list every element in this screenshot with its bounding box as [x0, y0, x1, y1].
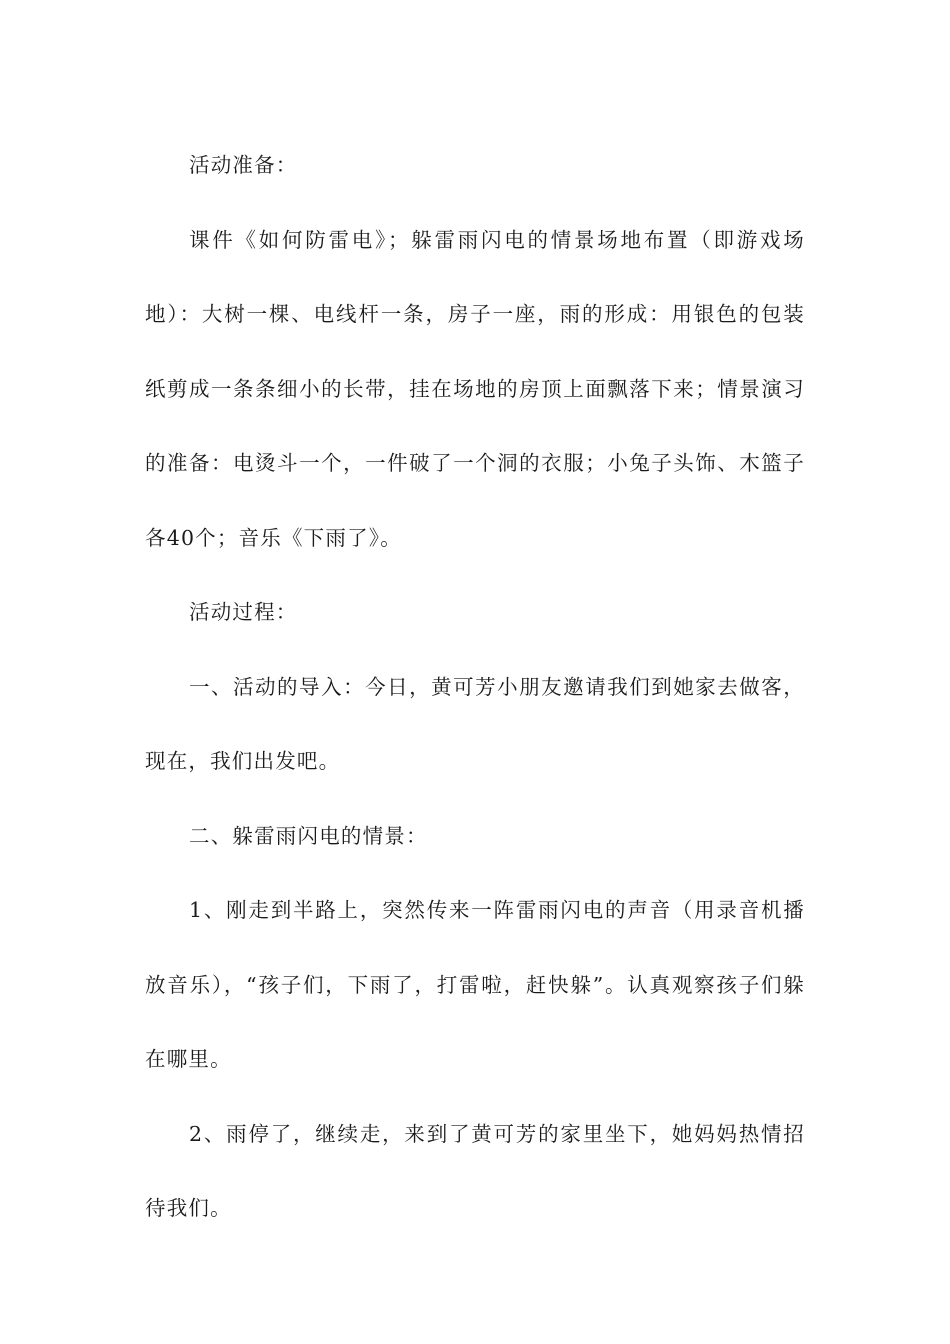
heading-activity-preparation: 活动准备：	[189, 153, 298, 177]
paragraph-step-1: 1、刚走到半路上，突然传来一阵雷雨闪电的声音（用录音机播放音乐），“孩子们，下雨了，打雷啦，赶快躲”。认真观察孩子们躲在哪里。	[145, 898, 805, 1071]
paragraph-step-2: 2、雨停了，继续走，来到了黄可芳的家里坐下，她妈妈热情招待我们。	[145, 1121, 805, 1220]
paragraph-preparation-materials: 课件《如何防雷电》；躲雷雨闪电的情景场地布置（即游戏场地）：大树一棵、电线杆一条，房子一座，雨的形成：用银色的包装纸剪成一条条细小的长带，挂在场地的房顶上面飘落下来；情景演习的准备：电烫斗一个，一件破了一个洞的衣服；小兔子头饰、木篮子各40个；音乐《下雨了》。	[145, 227, 805, 550]
paragraph-step-thunderstorm: 二、躲雷雨闪电的情景：	[189, 823, 428, 848]
paragraph-step-introduction: 一、活动的导入：今日，黄可芳小朋友邀请我们到她家去做客，现在，我们出发吧。	[145, 674, 805, 773]
document-body	[145, 128, 805, 1246]
heading-activity-process: 活动过程：	[189, 600, 298, 624]
